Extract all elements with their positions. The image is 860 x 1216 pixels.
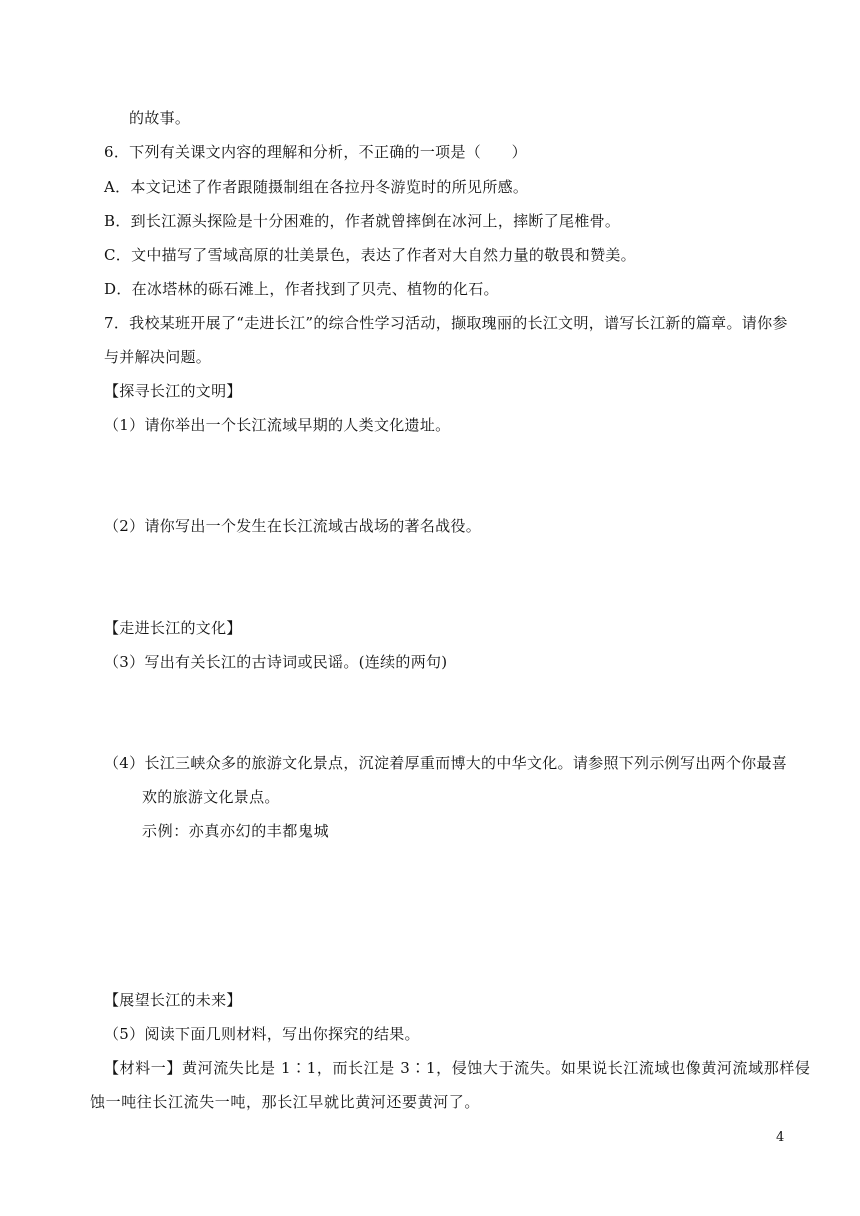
sub-question-2: （2）请你写出一个发生在长江流域古战场的著名战役。: [104, 517, 482, 535]
option-b: B．到长江源头探险是十分困难的，作者就曾摔倒在冰河上，摔断了尾椎骨。: [104, 212, 621, 230]
page-number: 4: [776, 1130, 785, 1145]
continuation-text: 的故事。: [129, 109, 191, 127]
option-d: D．在冰塔林的砾石滩上，作者找到了贝壳、植物的化石。: [104, 280, 499, 298]
question-6-stem: 6．下列有关课文内容的理解和分析，不正确的一项是（ ）: [104, 143, 527, 161]
sub-question-4-line2: 欢的旅游文化景点。: [142, 788, 280, 806]
section-heading-future: 【展望长江的未来】: [104, 991, 242, 1009]
sub-question-5: （5）阅读下面几则材料，写出你探究的结果。: [104, 1025, 420, 1043]
sub-question-4-line1: （4）长江三峡众多的旅游文化景点，沉淀着厚重而博大的中华文化。请参照下列示例写出两个你最喜: [104, 754, 788, 772]
sub-question-3: （3）写出有关长江的古诗词或民谣。(连续的两句): [104, 653, 448, 671]
example-text: 示例：亦真亦幻的丰都鬼城: [142, 822, 330, 840]
section-heading-civilization: 【探寻长江的文明】: [104, 382, 242, 400]
option-a: A．本文记述了作者跟随摄制组在各拉丹冬游览时的所见所感。: [104, 178, 529, 196]
question-7-stem-line2: 与并解决问题。: [104, 348, 212, 366]
question-7-stem-line1: 7．我校某班开展了“走进长江”的综合性学习活动，撷取瑰丽的长江文明，谱写长江新的篇章。请你参: [104, 314, 788, 332]
section-heading-culture: 【走进长江的文化】: [104, 619, 242, 637]
sub-question-1: （1）请你举出一个长江流域早期的人类文化遗址。: [104, 416, 451, 434]
option-c: C．文中描写了雪域高原的壮美景色，表达了作者对大自然力量的敬畏和赞美。: [104, 246, 636, 264]
material-1-line2: 蚀一吨往长江流失一吨，那长江早就比黄河还要黄河了。: [90, 1093, 481, 1111]
material-1-line1: 【材料一】黄河流失比是 1∶1，而长江是 3∶1，侵蚀大于流失。如果说长江流域也像黄河流域那样侵: [104, 1059, 811, 1077]
